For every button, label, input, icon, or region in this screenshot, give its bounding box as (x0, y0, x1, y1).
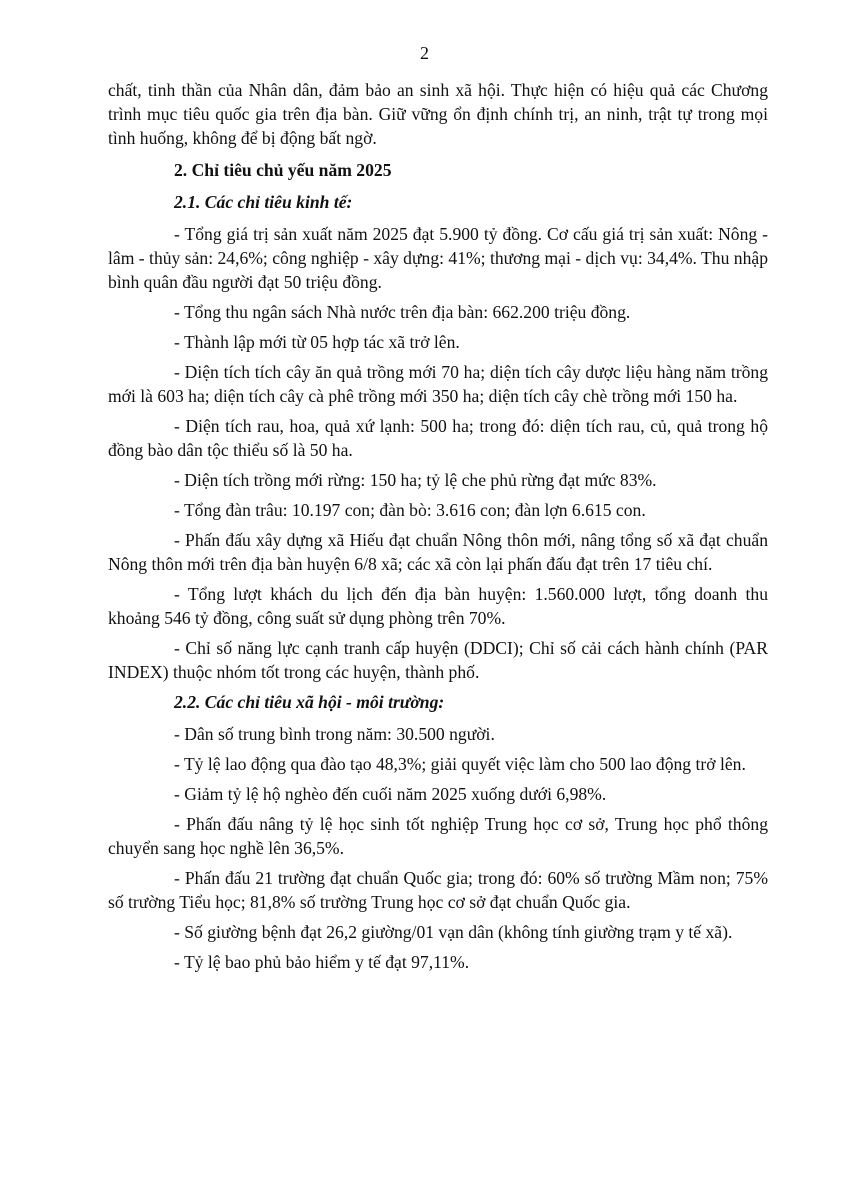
economic-item: - Thành lập mới từ 05 hợp tác xã trở lên. (174, 332, 460, 352)
social-item: - Phấn đấu 21 trường đạt chuẩn Quốc gia; trong đó: 60% số trường Mầm non; 75% số trường Tiểu học; 81,8% số trường Trung học cơ sở đạt chuẩn Quốc gia. (108, 868, 768, 912)
social-item: - Số giường bệnh đạt 26,2 giường/01 vạn dân (không tính giường trạm y tế xã). (174, 922, 733, 942)
social-item: - Giảm tỷ lệ hộ nghèo đến cuối năm 2025 xuống dưới 6,98%. (174, 784, 607, 804)
social-item: - Tỷ lệ bao phủ bảo hiểm y tế đạt 97,11%. (174, 952, 470, 972)
economic-item: - Diện tích tích cây ăn quả trồng mới 70 ha; diện tích cây dược liệu hàng năm trồng mới là 603 ha; diện tích cây cà phê trồng mới 350 ha; diện tích cây chè trồng mới 150 ha. (108, 362, 768, 406)
economic-heading: 2.1. Các chỉ tiêu kinh tế: (174, 192, 353, 212)
social-item: - Phấn đấu nâng tỷ lệ học sinh tốt nghiệp Trung học cơ sở, Trung học phổ thông chuyển sang học nghề lên 36,5%. (108, 814, 768, 858)
economic-item: - Tổng giá trị sản xuất năm 2025 đạt 5.900 tỷ đồng. Cơ cấu giá trị sản xuất: Nông - lâm - thủy sản: 24,6%; công nghiệp - xây dựng: 41%; thương mại - dịch vụ: 34,4%. Thu nhập bình quân đầu người đạt 50 triệu đồng. (108, 224, 768, 292)
document-body (108, 78, 768, 980)
social-item: - Dân số trung bình trong năm: 30.500 người. (174, 724, 495, 744)
economic-item: - Tổng thu ngân sách Nhà nước trên địa bàn: 662.200 triệu đồng. (174, 302, 631, 322)
economic-item: - Tổng đàn trâu: 10.197 con; đàn bò: 3.616 con; đàn lợn 6.615 con. (174, 500, 646, 520)
intro-paragraph: chất, tinh thần của Nhân dân, đảm bảo an sinh xã hội. Thực hiện có hiệu quả các Chương trình mục tiêu quốc gia trên địa bàn. Giữ vững ổn định chính trị, an ninh, trật tự trong mọi tình huống, không để bị động bất ngờ. (108, 80, 768, 148)
economic-item: - Tổng lượt khách du lịch đến địa bàn huyện: 1.560.000 lượt, tổng doanh thu khoảng 546 tỷ đồng, công suất sử dụng phòng trên 70%. (108, 584, 768, 628)
economic-item: - Diện tích trồng mới rừng: 150 ha; tỷ lệ che phủ rừng đạt mức 83%. (174, 470, 657, 490)
economic-item: - Phấn đấu xây dựng xã Hiếu đạt chuẩn Nông thôn mới, nâng tổng số xã đạt chuẩn Nông thôn mới trên địa bàn huyện 6/8 xã; các xã còn lại phấn đấu đạt trên 17 tiêu chí. (108, 530, 768, 574)
page-number: 2 (420, 43, 429, 63)
section-heading: 2. Chỉ tiêu chủ yếu năm 2025 (174, 160, 392, 180)
social-heading: 2.2. Các chỉ tiêu xã hội - môi trường: (174, 692, 445, 712)
economic-item: - Diện tích rau, hoa, quả xứ lạnh: 500 ha; trong đó: diện tích rau, củ, quả trong hộ đồng bào dân tộc thiểu số là 50 ha. (108, 416, 768, 460)
social-item: - Tỷ lệ lao động qua đào tạo 48,3%; giải quyết việc làm cho 500 lao động trở lên. (174, 754, 746, 774)
economic-item: - Chỉ số năng lực cạnh tranh cấp huyện (DDCI); Chỉ số cải cách hành chính (PAR INDEX) thuộc nhóm tốt trong các huyện, thành phố. (108, 638, 768, 682)
